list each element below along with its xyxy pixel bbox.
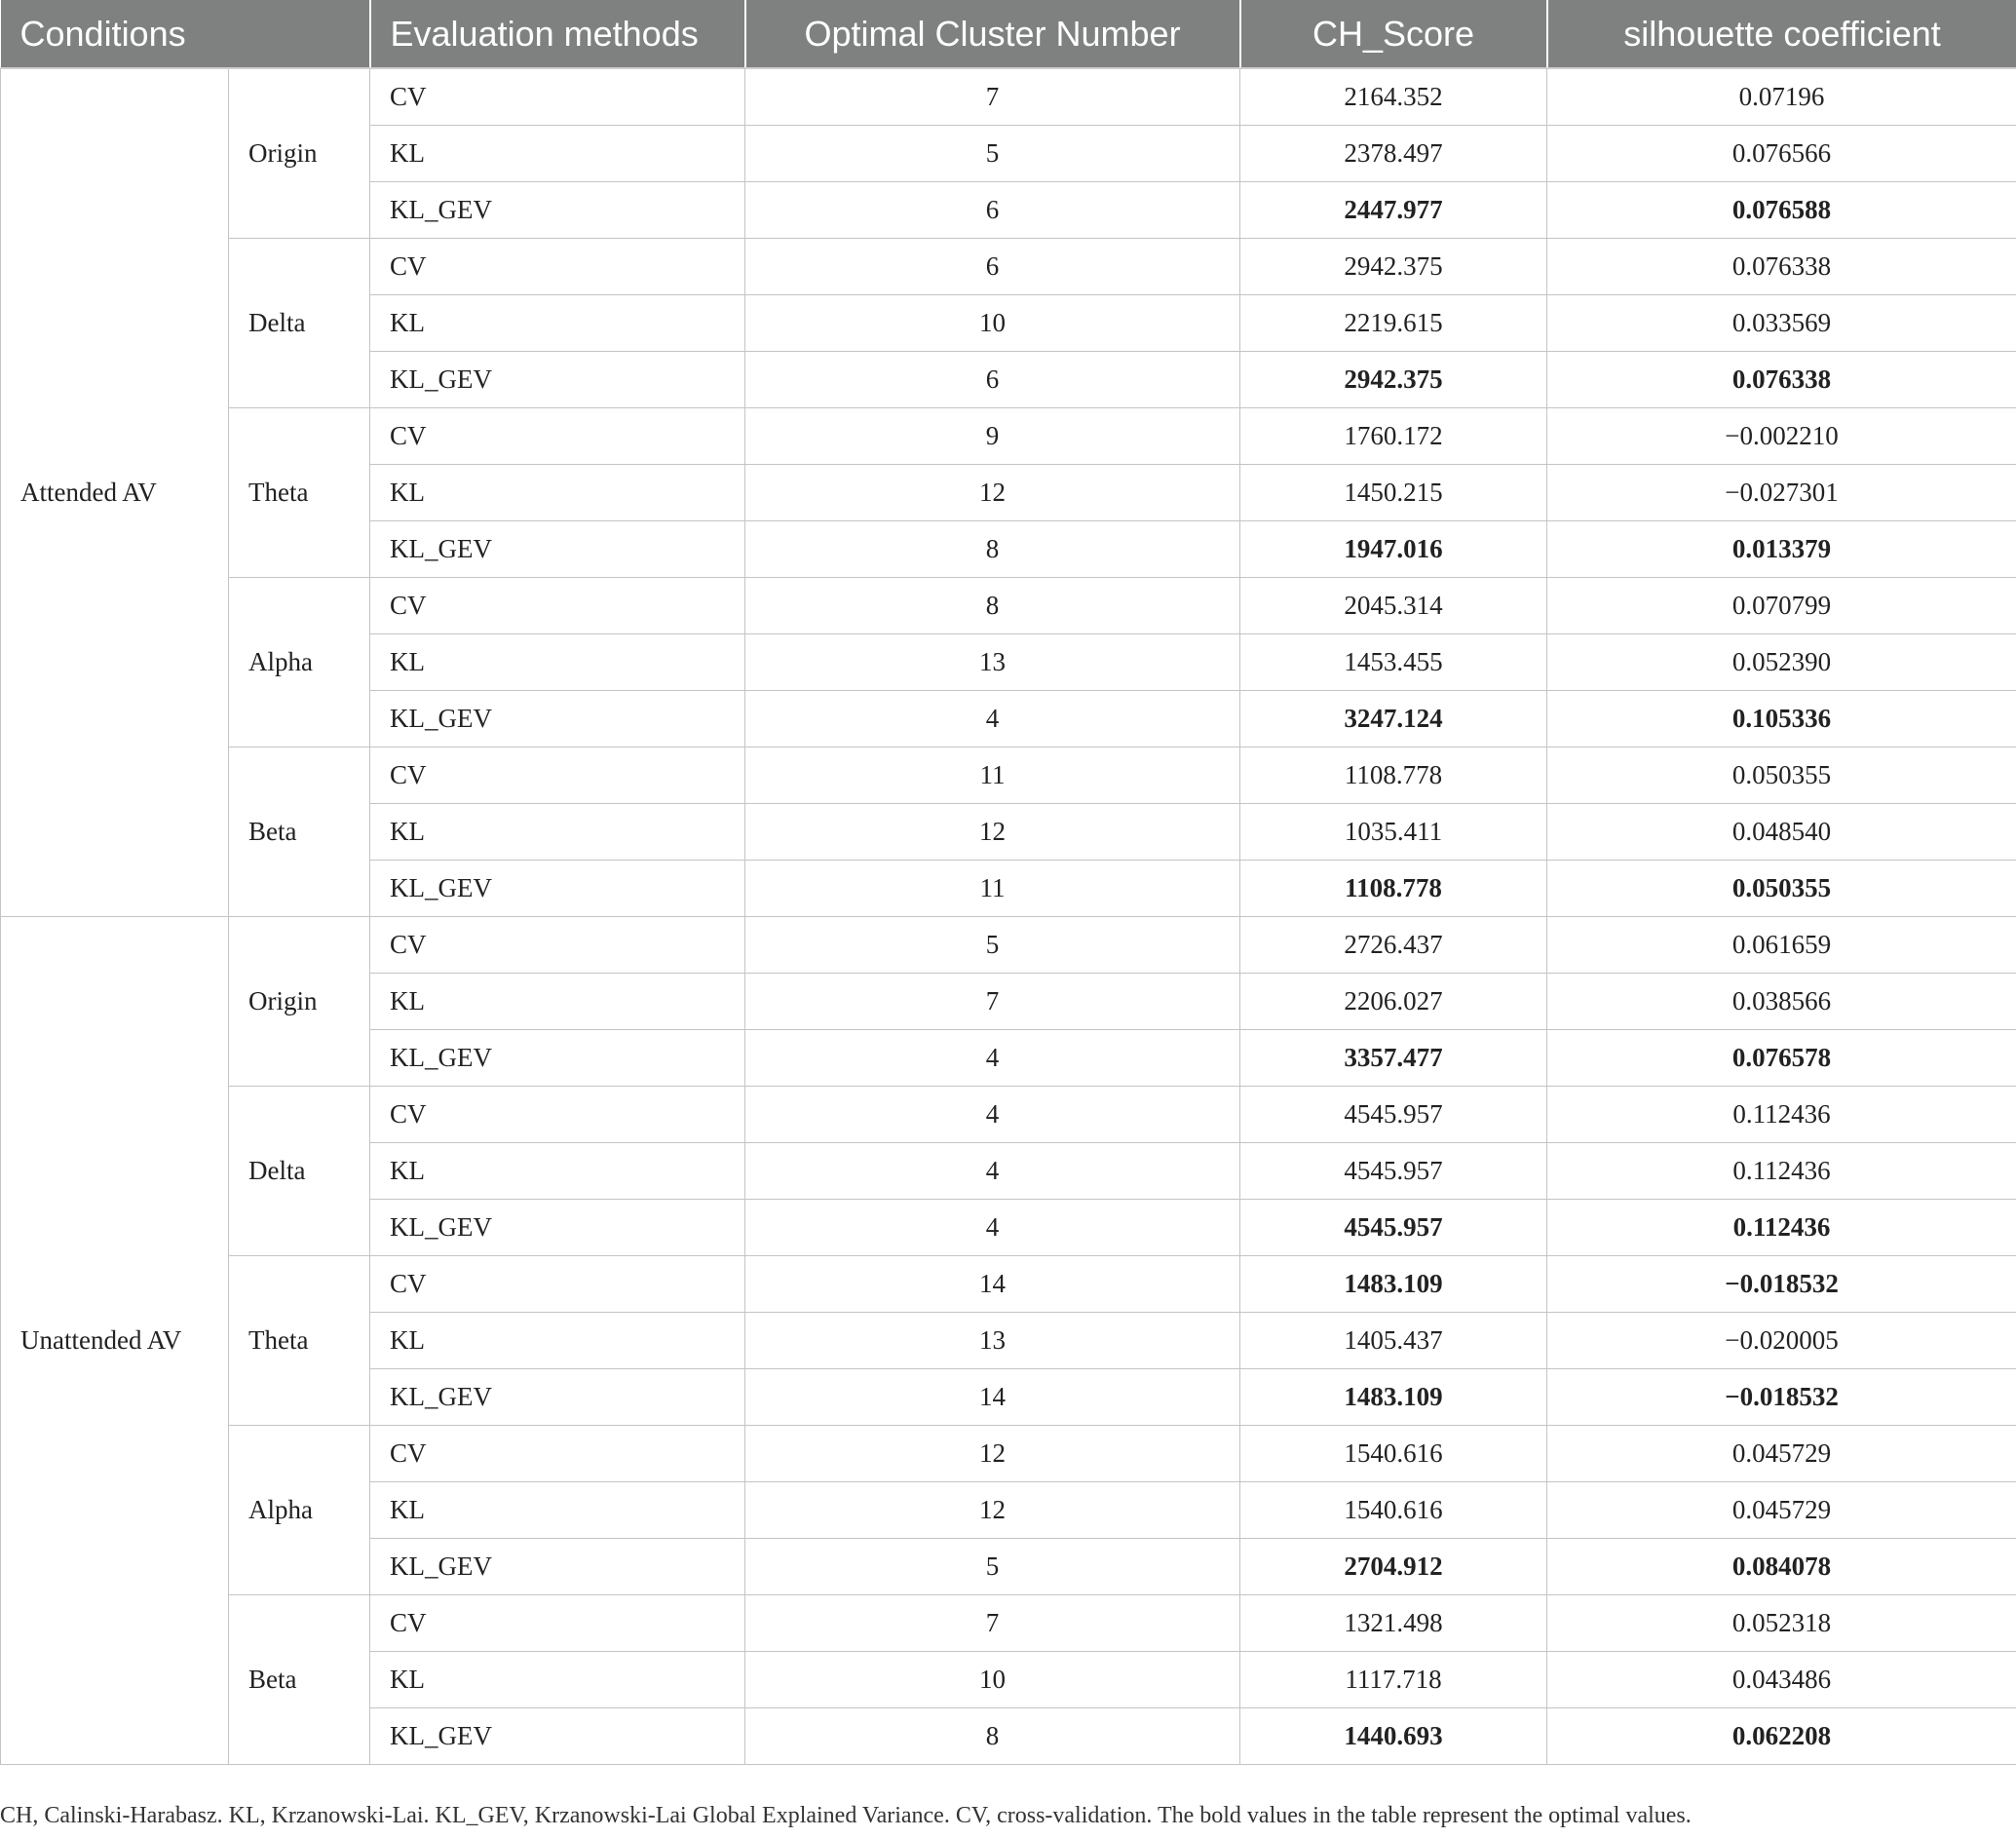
header-optimal-cluster-number: Optimal Cluster Number — [745, 0, 1240, 68]
method-cell: KL — [370, 804, 745, 861]
method-cell: CV — [370, 1426, 745, 1482]
cluster-number-cell: 13 — [745, 1313, 1240, 1369]
ch-score-cell: 1035.411 — [1240, 804, 1547, 861]
method-cell: KL_GEV — [370, 352, 745, 408]
silhouette-cell: 0.07196 — [1547, 68, 2016, 126]
ch-score-cell: 2206.027 — [1240, 974, 1547, 1030]
method-cell: CV — [370, 917, 745, 974]
cluster-number-cell: 5 — [745, 1539, 1240, 1595]
ch-score-cell: 1760.172 — [1240, 408, 1547, 465]
ch-score-cell: 2942.375 — [1240, 352, 1547, 408]
cluster-number-cell: 6 — [745, 239, 1240, 295]
ch-score-cell: 1108.778 — [1240, 747, 1547, 804]
table-row — [1, 408, 2016, 465]
cluster-number-cell: 4 — [745, 691, 1240, 747]
silhouette-cell: 0.033569 — [1547, 295, 2016, 352]
ch-score-cell: 1453.455 — [1240, 634, 1547, 691]
ch-score-cell: 1947.016 — [1240, 521, 1547, 578]
table-row — [1, 917, 2016, 974]
ch-score-cell: 4545.957 — [1240, 1143, 1547, 1200]
method-cell: KL_GEV — [370, 1539, 745, 1595]
cluster-number-cell: 4 — [745, 1143, 1240, 1200]
method-cell: KL_GEV — [370, 1200, 745, 1256]
ch-score-cell: 2942.375 — [1240, 239, 1547, 295]
band-cell: Origin — [229, 917, 370, 1087]
method-cell: KL — [370, 974, 745, 1030]
method-cell: KL — [370, 1652, 745, 1708]
method-cell: KL — [370, 1143, 745, 1200]
ch-score-cell: 3247.124 — [1240, 691, 1547, 747]
ch-score-cell: 1321.498 — [1240, 1595, 1547, 1652]
cluster-number-cell: 7 — [745, 68, 1240, 126]
ch-score-cell: 1483.109 — [1240, 1256, 1547, 1313]
band-cell: Alpha — [229, 578, 370, 747]
ch-score-cell: 4545.957 — [1240, 1200, 1547, 1256]
ch-score-cell: 2726.437 — [1240, 917, 1547, 974]
cluster-number-cell: 5 — [745, 126, 1240, 182]
silhouette-cell: 0.061659 — [1547, 917, 2016, 974]
ch-score-cell: 1540.616 — [1240, 1426, 1547, 1482]
cluster-number-cell: 13 — [745, 634, 1240, 691]
cluster-number-cell: 5 — [745, 917, 1240, 974]
cluster-number-cell: 7 — [745, 974, 1240, 1030]
table-row — [1, 747, 2016, 804]
table-row — [1, 239, 2016, 295]
band-cell: Origin — [229, 68, 370, 239]
cluster-number-cell: 6 — [745, 352, 1240, 408]
silhouette-cell: 0.013379 — [1547, 521, 2016, 578]
cluster-number-cell: 4 — [745, 1200, 1240, 1256]
method-cell: CV — [370, 1087, 745, 1143]
cluster-number-cell: 6 — [745, 182, 1240, 239]
method-cell: KL_GEV — [370, 1708, 745, 1765]
silhouette-cell: 0.045729 — [1547, 1426, 2016, 1482]
silhouette-cell: 0.050355 — [1547, 747, 2016, 804]
method-cell: KL_GEV — [370, 861, 745, 917]
cluster-number-cell: 12 — [745, 1482, 1240, 1539]
cluster-number-cell: 12 — [745, 1426, 1240, 1482]
ch-score-cell: 1540.616 — [1240, 1482, 1547, 1539]
silhouette-cell: −0.020005 — [1547, 1313, 2016, 1369]
table-row — [1, 578, 2016, 634]
band-cell: Theta — [229, 408, 370, 578]
table-row — [1, 1426, 2016, 1482]
silhouette-cell: 0.052390 — [1547, 634, 2016, 691]
ch-score-cell: 3357.477 — [1240, 1030, 1547, 1087]
method-cell: KL — [370, 1313, 745, 1369]
silhouette-cell: 0.076338 — [1547, 239, 2016, 295]
silhouette-cell: 0.112436 — [1547, 1087, 2016, 1143]
header-conditions: Conditions — [1, 0, 370, 68]
band-cell: Theta — [229, 1256, 370, 1426]
silhouette-cell: 0.052318 — [1547, 1595, 2016, 1652]
silhouette-cell: −0.018532 — [1547, 1256, 2016, 1313]
silhouette-cell: 0.043486 — [1547, 1652, 2016, 1708]
ch-score-cell: 2447.977 — [1240, 182, 1547, 239]
method-cell: CV — [370, 239, 745, 295]
silhouette-cell: 0.048540 — [1547, 804, 2016, 861]
cluster-number-cell: 14 — [745, 1369, 1240, 1426]
cluster-number-cell: 10 — [745, 1652, 1240, 1708]
method-cell: KL_GEV — [370, 1030, 745, 1087]
condition-cell: Attended AV — [1, 68, 229, 917]
method-cell: KL_GEV — [370, 521, 745, 578]
method-cell: CV — [370, 578, 745, 634]
table-row — [1, 1595, 2016, 1652]
cluster-number-cell: 7 — [745, 1595, 1240, 1652]
ch-score-cell: 1117.718 — [1240, 1652, 1547, 1708]
silhouette-cell: 0.084078 — [1547, 1539, 2016, 1595]
cluster-number-cell: 12 — [745, 804, 1240, 861]
cluster-number-cell: 8 — [745, 578, 1240, 634]
header-ch-score: CH_Score — [1240, 0, 1547, 68]
silhouette-cell: −0.027301 — [1547, 465, 2016, 521]
table-body — [1, 68, 2016, 1765]
silhouette-cell: 0.076588 — [1547, 182, 2016, 239]
table-row — [1, 68, 2016, 126]
silhouette-cell: 0.076578 — [1547, 1030, 2016, 1087]
silhouette-cell: 0.070799 — [1547, 578, 2016, 634]
silhouette-cell: 0.076566 — [1547, 126, 2016, 182]
silhouette-cell: 0.112436 — [1547, 1200, 2016, 1256]
method-cell: CV — [370, 747, 745, 804]
method-cell: KL_GEV — [370, 182, 745, 239]
cluster-number-cell: 11 — [745, 747, 1240, 804]
ch-score-cell: 1405.437 — [1240, 1313, 1547, 1369]
band-cell: Alpha — [229, 1426, 370, 1595]
cluster-number-cell: 10 — [745, 295, 1240, 352]
cluster-number-cell: 8 — [745, 1708, 1240, 1765]
method-cell: CV — [370, 1256, 745, 1313]
silhouette-cell: 0.050355 — [1547, 861, 2016, 917]
ch-score-cell: 1483.109 — [1240, 1369, 1547, 1426]
silhouette-cell: −0.002210 — [1547, 408, 2016, 465]
cluster-number-cell: 4 — [745, 1087, 1240, 1143]
header-silhouette-coefficient: silhouette coefficient — [1547, 0, 2016, 68]
band-cell: Beta — [229, 747, 370, 917]
table-row — [1, 1087, 2016, 1143]
method-cell: CV — [370, 1595, 745, 1652]
ch-score-cell: 2378.497 — [1240, 126, 1547, 182]
cluster-number-cell: 14 — [745, 1256, 1240, 1313]
band-cell: Beta — [229, 1595, 370, 1765]
table-footnote: CH, Calinski-Harabasz. KL, Krzanowski-Lai. KL_GEV, Krzanowski-Lai Global Explained Variance. CV, cross-validation. The bold values in the table represent the optimal values. — [0, 1803, 1692, 1828]
cluster-number-cell: 4 — [745, 1030, 1240, 1087]
method-cell: KL — [370, 465, 745, 521]
method-cell: KL — [370, 295, 745, 352]
ch-score-cell: 2164.352 — [1240, 68, 1547, 126]
ch-score-cell: 4545.957 — [1240, 1087, 1547, 1143]
ch-score-cell: 1440.693 — [1240, 1708, 1547, 1765]
ch-score-cell: 2045.314 — [1240, 578, 1547, 634]
silhouette-cell: 0.105336 — [1547, 691, 2016, 747]
silhouette-cell: 0.062208 — [1547, 1708, 2016, 1765]
table-row — [1, 1256, 2016, 1313]
silhouette-cell: 0.076338 — [1547, 352, 2016, 408]
method-cell: KL_GEV — [370, 1369, 745, 1426]
header-evaluation-methods: Evaluation methods — [370, 0, 745, 68]
method-cell: CV — [370, 408, 745, 465]
band-cell: Delta — [229, 239, 370, 408]
method-cell: CV — [370, 68, 745, 126]
ch-score-cell: 1108.778 — [1240, 861, 1547, 917]
cluster-number-cell: 11 — [745, 861, 1240, 917]
method-cell: KL — [370, 1482, 745, 1539]
ch-score-cell: 2219.615 — [1240, 295, 1547, 352]
ch-score-cell: 1450.215 — [1240, 465, 1547, 521]
ch-score-cell: 2704.912 — [1240, 1539, 1547, 1595]
table-header-row — [1, 0, 2016, 68]
silhouette-cell: 0.045729 — [1547, 1482, 2016, 1539]
method-cell: KL_GEV — [370, 691, 745, 747]
silhouette-cell: 0.038566 — [1547, 974, 2016, 1030]
cluster-number-cell: 12 — [745, 465, 1240, 521]
method-cell: KL — [370, 126, 745, 182]
cluster-number-cell: 8 — [745, 521, 1240, 578]
condition-cell: Unattended AV — [1, 917, 229, 1765]
silhouette-cell: −0.018532 — [1547, 1369, 2016, 1426]
silhouette-cell: 0.112436 — [1547, 1143, 2016, 1200]
method-cell: KL — [370, 634, 745, 691]
cluster-number-cell: 9 — [745, 408, 1240, 465]
band-cell: Delta — [229, 1087, 370, 1256]
